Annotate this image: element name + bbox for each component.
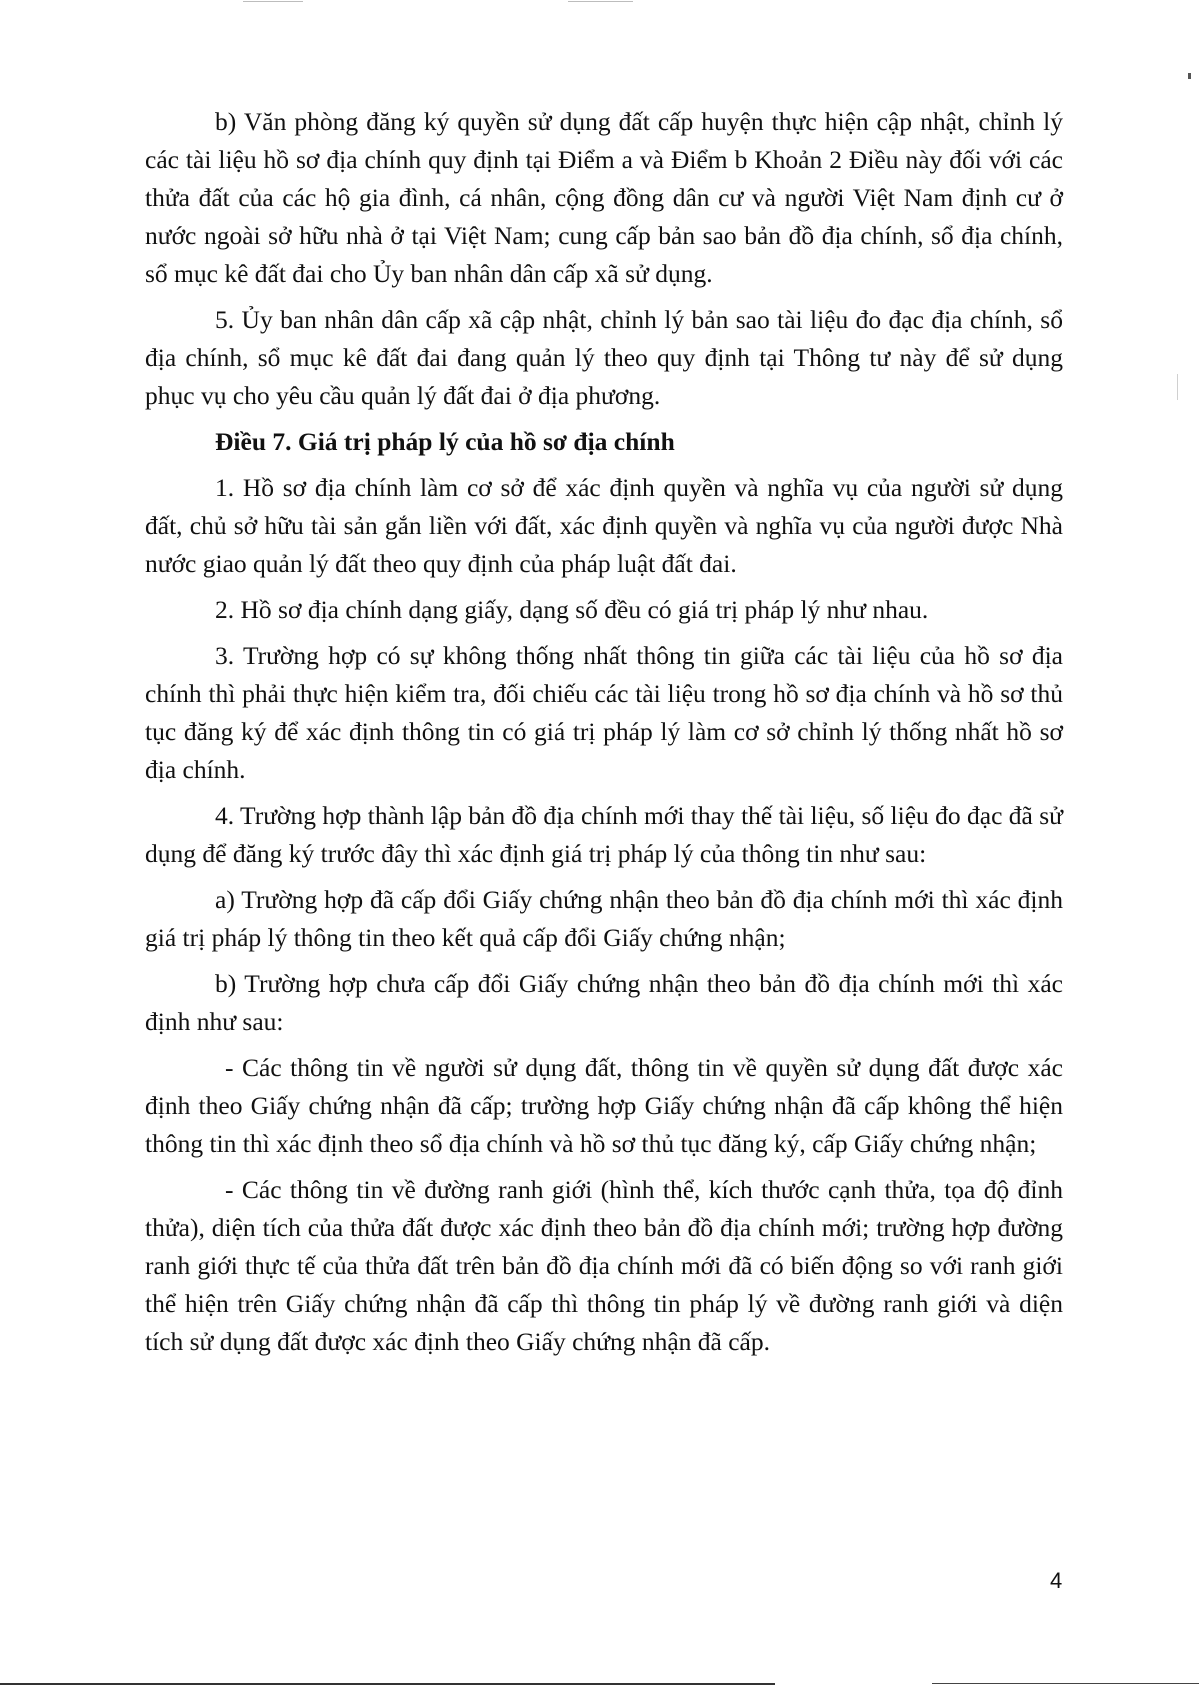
article-7-paragraph-2: 2. Hồ sơ địa chính dạng giấy, dạng số đều có giá trị pháp lý như nhau. [215,595,929,624]
document-body [145,103,1063,1369]
article-7-heading: Điều 7. Giá trị pháp lý của hồ sơ địa chính [215,427,675,456]
scan-artifact-top-center [568,1,633,2]
article-7-paragraph-4: 4. Trường hợp thành lập bản đồ địa chính mới thay thế tài liệu, số liệu đo đạc đã sử dụng để đăng ký trước đây thì xác định giá trị pháp lý của thông tin như sau: [145,801,1063,868]
scan-artifact-side-tick [1177,374,1178,400]
scan-artifact-dot [1188,73,1191,79]
article-7-paragraph-1: 1. Hồ sơ địa chính làm cơ sở để xác định quyền và nghĩa vụ của người sử dụng đất, chủ sở hữu tài sản gắn liền với đất, xác định quyền và nghĩa vụ của người được Nhà nước giao quản lý đất theo quy định của pháp luật đất đai. [145,473,1063,578]
paragraph-b-district-office: b) Văn phòng đăng ký quyền sử dụng đất cấp huyện thực hiện cập nhật, chỉnh lý các tài liệu hồ sơ địa chính quy định tại Điểm a và Điểm b Khoản 2 Điều này đối với các thửa đất của các hộ gia đình, cá nhân, cộng đồng dân cư và người Việt Nam định cư ở nước ngoài sở hữu nhà ở tại Việt Nam; cung cấp bản sao bản đồ địa chính, sổ địa chính, sổ mục kê đất đai cho Ủy ban nhân dân cấp xã sử dụng. [145,107,1063,288]
paragraph-5-commune-committee: 5. Ủy ban nhân dân cấp xã cập nhật, chỉnh lý bản sao tài liệu đo đạc địa chính, sổ địa chính, sổ mục kê đất đai đang quản lý theo quy định tại Thông tư này để sử dụng phục vụ cho yêu cầu quản lý đất đai ở địa phương. [145,305,1063,410]
article-7-paragraph-3: 3. Trường hợp có sự không thống nhất thông tin giữa các tài liệu của hồ sơ địa chính thì phải thực hiện kiểm tra, đối chiếu các tài liệu trong hồ sơ địa chính và hồ sơ thủ tục đăng ký để xác định thông tin có giá trị pháp lý làm cơ sở chỉnh lý thống nhất hồ sơ địa chính. [145,641,1063,784]
dash-item-boundary-information: - Các thông tin về đường ranh giới (hình thể, kích thước cạnh thửa, tọa độ đỉnh thửa), diện tích của thửa đất được xác định theo bản đồ địa chính mới; trường hợp đường ranh giới thực tế của thửa đất trên bản đồ địa chính mới đã có biến động so với ranh giới thể hiện trên Giấy chứng nhận đã cấp thì thông tin pháp lý về đường ranh giới và diện tích sử dụng đất được xác định theo Giấy chứng nhận đã cấp. [145,1175,1063,1356]
scan-artifact-bottom-right-line [932,1683,1199,1684]
article-7-paragraph-4b: b) Trường hợp chưa cấp đổi Giấy chứng nhận theo bản đồ địa chính mới thì xác định như sau: [145,969,1063,1036]
article-7-paragraph-4a: a) Trường hợp đã cấp đổi Giấy chứng nhận theo bản đồ địa chính mới thì xác định giá trị pháp lý thông tin theo kết quả cấp đổi Giấy chứng nhận; [145,885,1063,952]
page-number: 4 [1050,1568,1063,1593]
dash-item-user-information: - Các thông tin về người sử dụng đất, thông tin về quyền sử dụng đất được xác định theo Giấy chứng nhận đã cấp; trường hợp Giấy chứng nhận đã cấp không thể hiện thông tin thì xác định theo sổ địa chính và hồ sơ thủ tục đăng ký, cấp Giấy chứng nhận; [145,1053,1063,1158]
scan-artifact-top-left [243,1,303,2]
